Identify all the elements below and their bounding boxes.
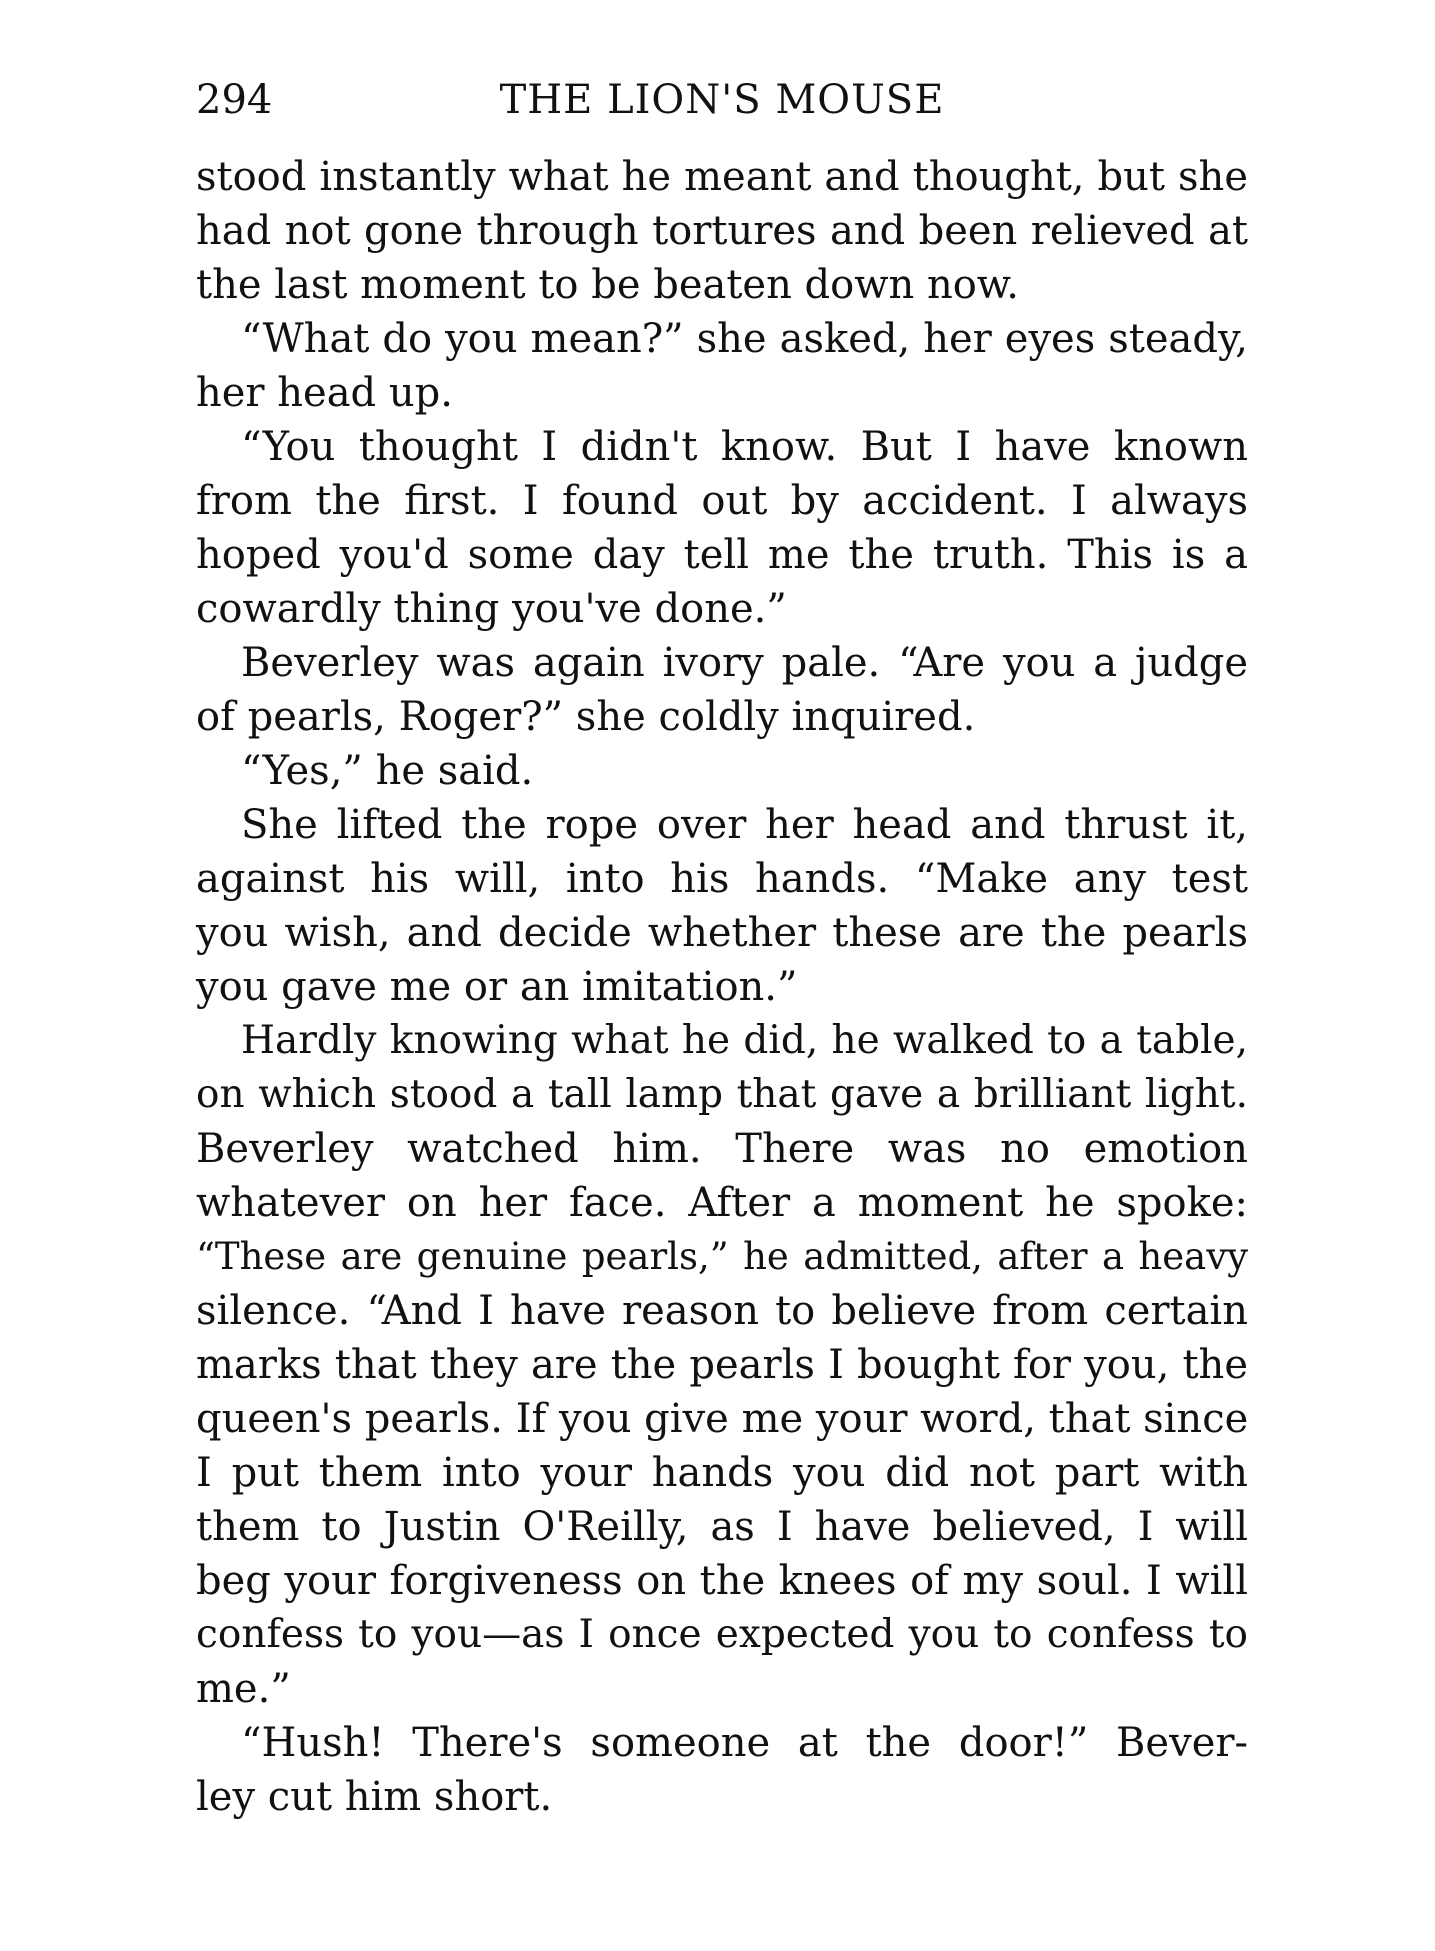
text-line: them to Justin O'Reilly, as I have believed, I will: [196, 1504, 1248, 1550]
text-line: of pearls, Roger?” she coldly inquired.: [196, 694, 976, 740]
text-line: me.”: [196, 1666, 291, 1712]
text-line: had not gone through tortures and been relieved at: [196, 208, 1248, 254]
text-line: marks that they are the pearls I bought for you, the: [196, 1342, 1248, 1388]
text-line: stood instantly what he meant and thought, but she: [196, 154, 1248, 200]
text-line: her head up.: [196, 370, 453, 416]
text-line: She lifted the rope over her head and thrust it,: [241, 802, 1248, 848]
text-line: Beverley watched him. There was no emotion: [196, 1126, 1248, 1172]
text-line: from the first. I found out by accident. I always: [196, 478, 1248, 524]
text-line: “These are genuine pearls,” he admitted, after a heavy: [196, 1235, 1248, 1278]
text-line: Hardly knowing what he did, he walked to a table,: [241, 1018, 1248, 1063]
page-header: [196, 70, 1248, 130]
running-head: THE LION'S MOUSE: [499, 77, 945, 123]
text-line: hoped you'd some day tell me the truth. This is a: [196, 532, 1248, 578]
text-line: ley cut him short.: [196, 1774, 553, 1820]
text-line: you wish, and decide whether these are the pearls: [196, 910, 1248, 956]
text-line: beg your forgiveness on the knees of my soul. I will: [196, 1558, 1248, 1604]
text-line: “Hush! There's someone at the door!” Bever-: [241, 1720, 1248, 1766]
text-line: you gave me or an imitation.”: [196, 964, 798, 1010]
text-line: “What do you mean?” she asked, her eyes steady,: [241, 316, 1248, 362]
text-line: silence. “And I have reason to believe from certain: [196, 1288, 1248, 1334]
text-line: Beverley was again ivory pale. “Are you a judge: [241, 640, 1248, 686]
text-line: against his will, into his hands. “Make any test: [196, 856, 1248, 902]
text-line: the last moment to be beaten down now.: [196, 262, 1020, 308]
text-line: whatever on her face. After a moment he spoke:: [196, 1180, 1248, 1226]
text-line: queen's pearls. If you give me your word, that since: [196, 1396, 1249, 1442]
body-text: [196, 150, 1248, 1824]
text-line: cowardly thing you've done.”: [196, 586, 787, 632]
text-line: “Yes,” he said.: [241, 748, 534, 794]
page-number: 294: [196, 77, 273, 123]
text-line: confess to you—as I once expected you to confess to: [196, 1612, 1248, 1657]
text-line: I put them into your hands you did not part with: [196, 1450, 1248, 1496]
text-line: “You thought I didn't know. But I have known: [241, 424, 1248, 470]
text-line: on which stood a tall lamp that gave a brilliant light.: [196, 1072, 1248, 1117]
